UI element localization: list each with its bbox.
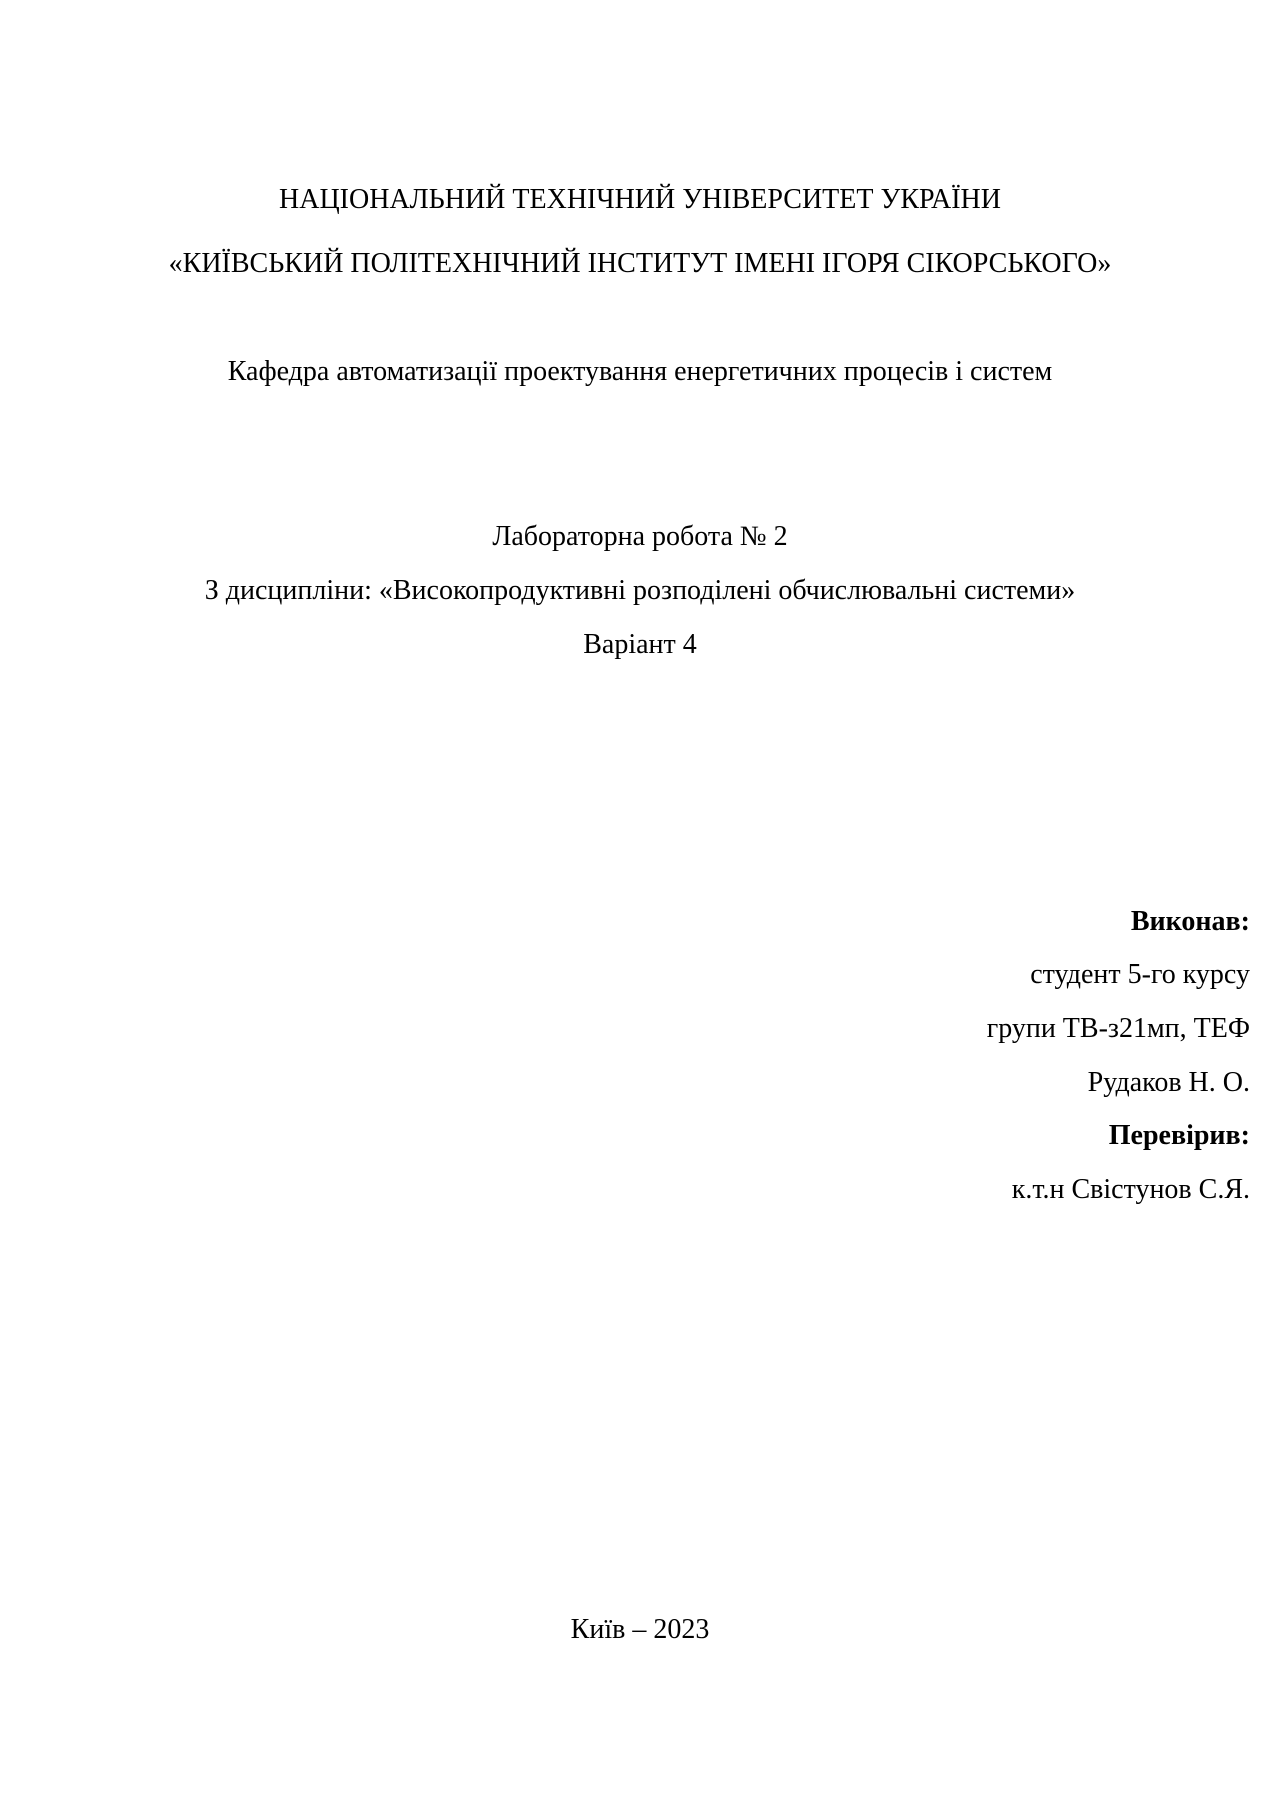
student-name: Рудаков Н. О. [1087,1067,1250,1098]
student-group: групи ТВ-з21мп, ТЕФ [986,1013,1250,1044]
performed-by-label: Виконав: [1130,906,1250,937]
student-course: студент 5-го курсу [1030,959,1250,990]
variant-number: Варіант 4 [583,629,697,660]
discipline-name: З дисципліни: «Високопродуктивні розподілені обчислювальні системи» [204,575,1076,606]
checker-name: к.т.н Свістунов С.Я. [1011,1174,1250,1205]
university-name-line2: «КИЇВСЬКИЙ ПОЛІТЕХНІЧНИЙ ІНСТИТУТ ІМЕНІ ІГОРЯ СІКОРСЬКОГО» [168,248,1112,279]
checked-by-label: Перевірив: [1108,1120,1250,1151]
lab-work-title: Лабораторна робота № 2 [492,521,788,552]
university-name-line1: НАЦІОНАЛЬНИЙ ТЕХНІЧНИЙ УНІВЕРСИТЕТ УКРАЇНИ [279,184,1001,215]
department-name: Кафедра автоматизації проектування енергетичних процесів і систем [227,356,1053,387]
city-year: Київ – 2023 [570,1614,710,1645]
